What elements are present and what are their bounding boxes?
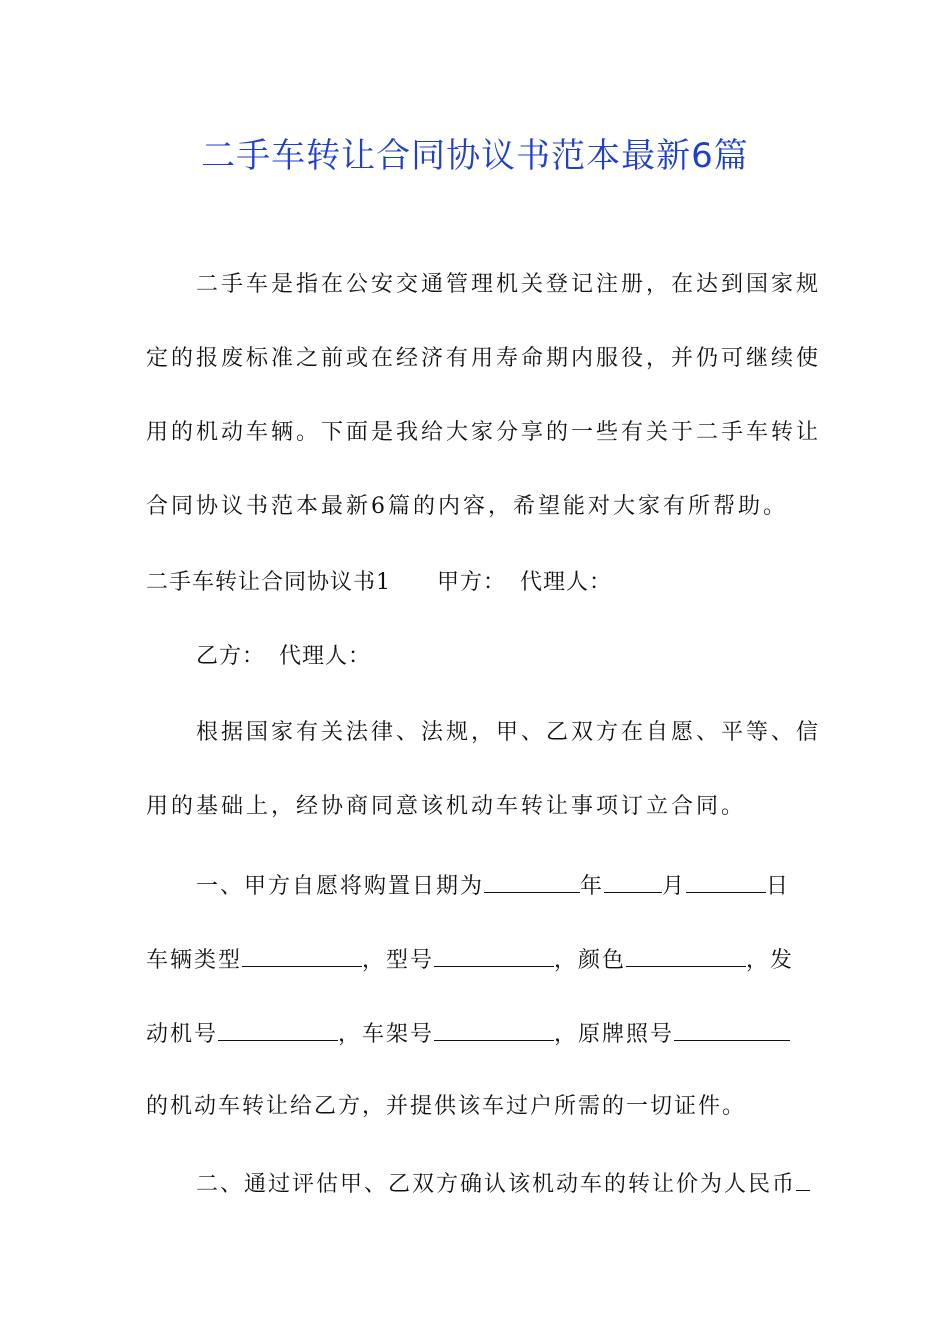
vehicle-type-blank: [242, 942, 362, 967]
engine-label: 动机号: [146, 1022, 219, 1047]
price-blank: [796, 1166, 810, 1191]
frame-blank: [434, 1016, 554, 1041]
color-label: ，颜色: [554, 948, 627, 973]
model-label: ，型号: [362, 948, 435, 973]
year-label: 年: [580, 874, 605, 899]
clause-2-line-1: [196, 1166, 806, 1200]
intro-line-1: 二手车是指在公安交通管理机关登记注册，在达到国家规: [196, 272, 822, 297]
purchase-month-blank: [604, 868, 662, 893]
intro-line-4: 合同协议书范本最新6篇的内容，希望能对大家有所帮助。: [146, 494, 788, 519]
intro-line-3: 用的机动车辆。下面是我给大家分享的一些有关于二手车转让: [146, 420, 822, 445]
vehicle-type-label: 车辆类型: [146, 948, 243, 973]
clause-1-line-3: [146, 1016, 806, 1050]
intro-line-2: 定的报废标准之前或在经济有用寿命期内服役，并仍可继续使: [146, 346, 822, 371]
frame-label: ，车架号: [338, 1022, 435, 1047]
document-title: 二手车转让合同协议书范本最新6篇: [201, 136, 749, 176]
party-a-label: 甲方：: [437, 570, 507, 595]
basis-line-1: 根据国家有关法律、法规，甲、乙双方在自愿、平等、信: [196, 720, 822, 745]
month-label: 月: [662, 874, 687, 899]
clause-1-line-1: [196, 868, 806, 902]
model-blank: [434, 942, 554, 967]
agent-a-label: 代理人：: [520, 570, 613, 595]
plate-blank: [674, 1016, 790, 1041]
clause-1-prefix: 一、甲方自愿将购置日期为: [196, 874, 485, 899]
party-b-label: 乙方：: [196, 644, 266, 669]
engine-prefix-label: ，发: [746, 948, 795, 973]
purchase-day-blank: [686, 868, 766, 893]
day-label: 日: [766, 874, 791, 899]
clause-1-line-4: 的机动车转让给乙方，并提供该车过户所需的一切证件。: [146, 1094, 747, 1119]
color-blank: [626, 942, 746, 967]
basis-line-2: 用的基础上，经协商同意该机动车转让事项订立合同。: [146, 794, 747, 819]
section-1-header: [146, 568, 806, 598]
party-b-line: [196, 642, 806, 672]
section-1-heading: 二手车转让合同协议书1: [146, 570, 391, 595]
agent-b-label: 代理人：: [279, 644, 372, 669]
plate-label: ，原牌照号: [554, 1022, 675, 1047]
clause-1-line-2: [146, 942, 806, 976]
engine-blank: [218, 1016, 338, 1041]
purchase-year-blank: [484, 868, 580, 893]
clause-2-text: 二、通过评估甲、乙双方确认该机动车的转让价为人民币: [196, 1172, 797, 1197]
